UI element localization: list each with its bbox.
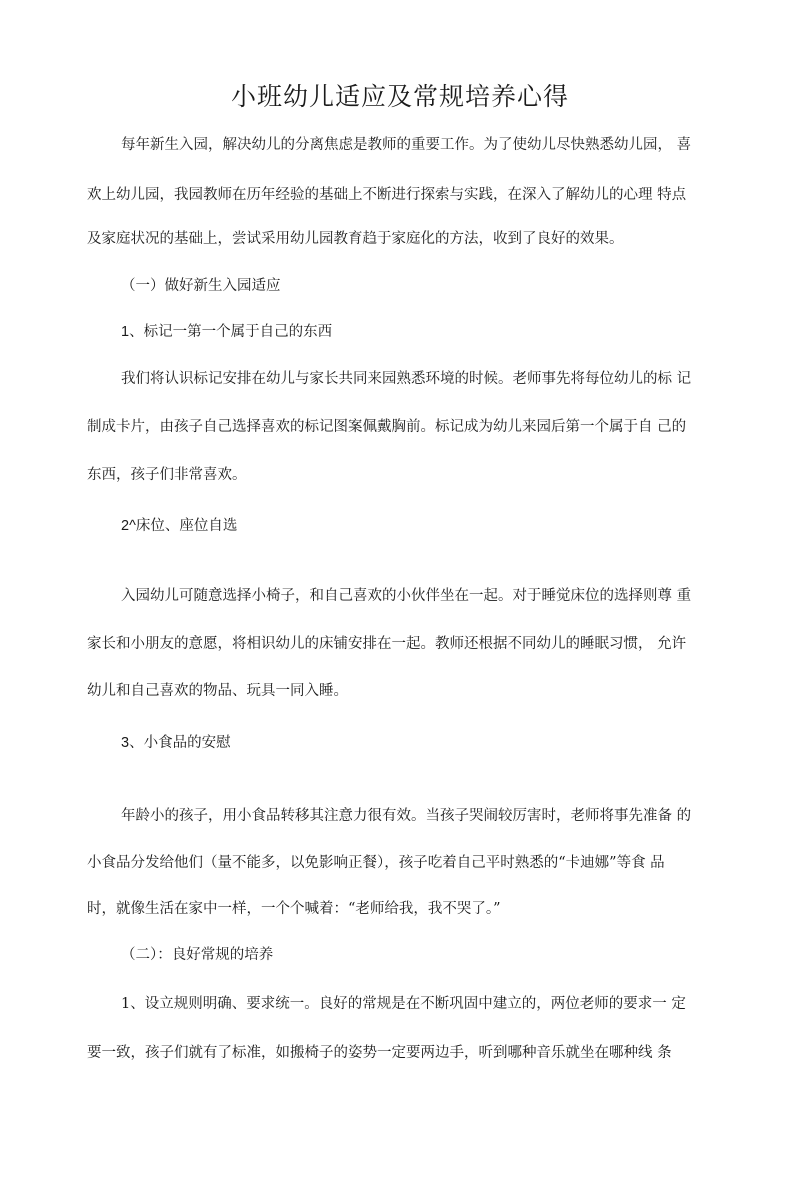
section-1-item-2-line-2: 家长和小朋友的意愿，将相识幼儿的床铺安排在一起。教师还根据不同幼儿的睡眠习惯， 允许 xyxy=(87,636,687,652)
section-1-item-2-line-3: 幼儿和自己喜欢的物品、玩具一同入睡。 xyxy=(87,683,348,699)
section-1-item-3-line-2: 小食品分发给他们（量不能多，以免影响正餐），孩子吃着自己平时熟悉的“卡迪娜”等食 品 xyxy=(87,855,665,871)
intro-line-3: 及家庭状况的基础上，尝试采用幼儿园教育趋于家庭化的方法，收到了良好的效果。 xyxy=(87,231,624,247)
section-1-item-3-line-1: 年龄小的孩子，用小食品转移其注意力很有效。当孩子哭闹较厉害时，老师将事先准备 的 xyxy=(121,808,692,824)
section-1-item-3-line-3: 时，就像生活在家中一样，一个个喊着：“老师给我，我不哭了。” xyxy=(87,901,501,917)
section-2-heading: （二）：良好常规的培养 xyxy=(121,947,274,963)
intro-line-2: 欢上幼儿园，我园教师在历年经验的基础上不断进行探索与实践，在深入了解幼儿的心理 特点 xyxy=(87,187,687,203)
section-1-item-2-heading: 2^床位、座位自选 xyxy=(121,518,238,534)
document-title: 小班幼儿适应及常规培养心得 xyxy=(230,82,569,111)
section-1-item-2-line-1: 入园幼儿可随意选择小椅子，和自己喜欢的小伙伴坐在一起。对于睡觉床位的选择则尊 重 xyxy=(121,588,692,604)
section-1-item-1-line-2: 制成卡片，由孩子自己选择喜欢的标记图案佩戴胸前。标记成为幼儿来园后第一个属于自 己的 xyxy=(87,419,687,435)
section-2-item-1-line-1: 1、设立规则明确、要求统一。良好的常规是在不断巩固中建立的，两位老师的要求一 定 xyxy=(121,996,686,1012)
section-1-item-3-heading: 3、小食品的安慰 xyxy=(121,735,231,751)
section-1-heading: （一）做好新生入园适应 xyxy=(121,278,281,294)
section-2-item-1-line-2: 要一致，孩子们就有了标准，如搬椅子的姿势一定要两边手，听到哪种音乐就坐在哪种线 条 xyxy=(87,1045,672,1061)
section-1-item-1-heading: 1、标记一第一个属于自己的东西 xyxy=(121,324,333,340)
section-1-item-1-line-3: 东西，孩子们非常喜欢。 xyxy=(87,467,247,483)
intro-line-1: 每年新生入园，解决幼儿的分离焦虑是教师的重要工作。为了使幼儿尽快熟悉幼儿园， 喜 xyxy=(121,137,692,153)
section-1-item-1-line-1: 我们将认识标记安排在幼儿与家长共同来园熟悉环境的时候。老师事先将每位幼儿的标 记 xyxy=(121,371,692,387)
